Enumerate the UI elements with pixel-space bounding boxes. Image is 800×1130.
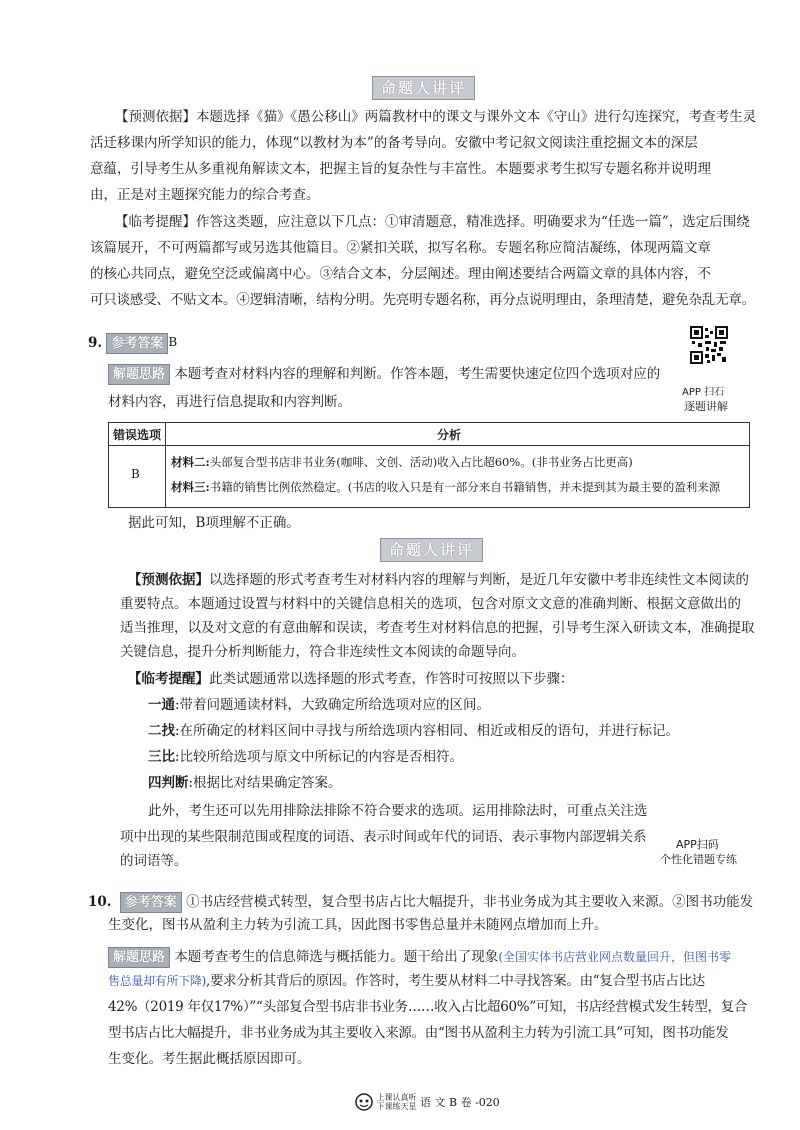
prediction-basis-tag: 【预测依据】: [115, 109, 196, 125]
prediction-basis-line: 由，正是对主题探究能力的综合考查。: [90, 187, 320, 203]
prediction-basis-tag: 【预测依据】: [128, 572, 209, 588]
prediction-basis-text: 以选择题的形式考查考生对材料内容的理解与判断，是近几年安徽中考非连续性文本阅读的: [209, 572, 749, 588]
table-row: [171, 479, 747, 495]
exam-reminder-tag: 【临考提醒】: [128, 671, 209, 687]
step-text: :在所确定的材料区间中寻找与所给选项内容相同、相近或相反的语句，并进行标记。: [175, 723, 680, 739]
solution-line: 材料内容，再进行信息提取和内容判断。: [108, 394, 351, 410]
prediction-basis-line: [128, 571, 749, 589]
app-caption: APP扫码: [676, 838, 719, 851]
answer-line: 生变化，图书从盈利主力转为引流工具，因此图书零售总量并未随网点增加而上升。: [108, 917, 608, 933]
solution-highlight: (全国实体书店营业网点数量回升，但图书零: [498, 950, 731, 964]
step-label: 四判断: [148, 775, 189, 791]
extra-note-line: 的词语等。: [120, 853, 188, 869]
solution-line: [108, 947, 731, 968]
exam-reminder-line: [115, 213, 750, 231]
prediction-basis-line: 适当推理，以及对文意的有意曲解和误读，考查考生对材料信息的把握，引导考生深入研读文本，准确提取: [120, 620, 755, 636]
answer-value: B: [168, 335, 178, 349]
logo-slogan: 上课认真听: [376, 1093, 417, 1102]
exam-reminder-line: 可只谈感受、不贴文本。④逻辑清晰，结构分明。先亮明专题名称，再分点说明理由，条理清楚，避免杂乱无章。: [90, 292, 755, 308]
answer-tag: 参考答案: [106, 333, 168, 354]
qr-caption: 逐题讲解: [684, 400, 728, 413]
table-row: [171, 454, 633, 470]
prediction-basis-text: 本题选择《猫》《愚公移山》两篇教材中的课文与课外文本《守山》进行勾连探究，考查考生灵: [196, 109, 757, 125]
step-text: :比较所给选项与原文中所标记的内容是否相符。: [175, 749, 464, 765]
answer-tag: 参考答案: [120, 892, 182, 913]
solution-tag: 解题思路: [108, 364, 170, 385]
step-item: [148, 748, 463, 766]
mascot-logo-icon: [355, 1093, 373, 1111]
prediction-basis-line: 意蕴，引导考生从多重视角解读文本，把握主旨的复杂性与丰富性。本题要求考生拟写专题名称并说明理: [90, 161, 711, 177]
solution-line: 生变化。考生据此概括原因即可。: [108, 1051, 311, 1067]
app-caption: 个性化错题专练: [660, 853, 737, 866]
extra-note-line: 此外，考生还可以先用排除法排除不符合要求的选项。运用排除法时，可重点关注选: [148, 803, 648, 819]
question-number: 10.: [88, 894, 112, 910]
step-label: 一通: [148, 697, 175, 713]
exam-reminder-text: 作答这类题，应注意以下几点：①审清题意，精准选择。明确要求为“任选一篇”，选定后围绕: [196, 214, 750, 230]
step-label: 三比: [148, 749, 175, 765]
prediction-basis-line: 重要特点。本题通过设置与材料中的关键信息相关的选项，包含对原文文意的准确判断、根据文意做出的: [120, 596, 741, 612]
solution-text: 本题考查考生的信息筛选与概括能力。题干给出了现象: [174, 949, 499, 965]
exam-reminder-line: 该篇展开，不可两篇都写或另选其他篇目。②紧扣关联，拟写名称。专题名称应简洁凝练，体现两篇文章: [90, 240, 711, 256]
solution-tag: 解题思路: [108, 947, 170, 968]
prediction-basis-line: 关键信息，提升分析判断能力，符合非连续性文本阅读的命题导向。: [120, 644, 525, 660]
table-option: B: [131, 467, 140, 481]
solution-highlight: 售总量却有所下降): [108, 974, 206, 988]
prediction-basis-line: 活迁移课内所学知识的能力，体现“以教材为本”的备考导向。安徽中考记叙文阅读注重挖掘文本的深层: [90, 135, 698, 151]
answer-text: ①书店经营模式转型，复合型书店占比大幅提升，非书业务成为其主要收入来源。②图书功能发: [186, 894, 754, 910]
exam-reminder-tag: 【临考提醒】: [115, 214, 196, 230]
exam-reminder-line: [128, 670, 574, 688]
solution-text: ,要求分析其背后的原因。作答时，考生要从材料二中寻找答案。由“复合型书店占比达: [205, 973, 705, 989]
solution-line: [108, 364, 660, 385]
step-text: :根据比对结果确定答案。: [188, 775, 342, 791]
material-label: 材料三:: [171, 480, 210, 494]
page-footer: [355, 1093, 500, 1111]
commentary-banner: 命题人讲评: [372, 76, 475, 100]
exam-reminder-text: 此类试题通常以选择题的形式考查，作答时可按照以下步骤：: [209, 671, 574, 687]
step-label: 二找: [148, 723, 175, 739]
table-header: 分析: [437, 428, 462, 442]
material-label: 材料二:: [171, 455, 210, 469]
material-text: 头部复合型书店非书业务(咖啡、文创、活动)收入占比超60%。(非书业务占比更高): [209, 455, 633, 469]
prediction-basis-line: [115, 108, 756, 126]
step-item: [148, 774, 342, 792]
analysis-table: [108, 422, 750, 508]
step-item: [148, 696, 490, 714]
qr-code-icon[interactable]: [690, 326, 728, 380]
question-number: 9.: [88, 335, 103, 351]
solution-line: [108, 972, 705, 990]
logo-slogan: 下课练天星: [376, 1102, 417, 1111]
extra-note-line: 项中出现的某些限制范围或程度的词语、表示时间或年代的词语、表示事物内部逻辑关系: [120, 829, 647, 845]
solution-line: 42%（2019 年仅17%）”“头部复合型书店非书业务……收入占比超60%”可知，书店经营模式发生转型，复合: [108, 999, 748, 1015]
question-10-header: [88, 892, 753, 913]
conclusion-text: 据此可知，B项理解不正确。: [128, 515, 300, 531]
step-item: [148, 722, 679, 740]
table-header: 错误选项: [113, 428, 162, 442]
solution-line: 型书店占比大幅提升，非书业务成为其主要收入来源。由“图书从盈利主力转为引流工具”可知，图书功能发: [108, 1025, 729, 1041]
page-number: 语 文 B 卷 -020: [420, 1096, 500, 1109]
table-divider: [165, 423, 166, 507]
material-text: 书籍的销售比例依然稳定。(书店的收入只是有一部分来自书籍销售，并未提到其为最主要的盈利来源: [209, 480, 721, 494]
qr-caption: APP 扫石: [682, 387, 725, 398]
commentary-banner: 命题人讲评: [380, 538, 483, 562]
solution-text: 本题考查对材料内容的理解和判断。作答本题，考生需要快速定位四个选项对应的: [174, 366, 661, 382]
table-header-row: [109, 423, 749, 446]
question-9-header: [88, 333, 177, 354]
exam-reminder-line: 的核心共同点，避免空泛或偏离中心。③结合文本，分层阐述。理由阐述要结合两篇文章的具体内容，不: [90, 266, 711, 282]
step-text: :带着问题通读材料，大致确定所给选项对应的区间。: [175, 697, 491, 713]
